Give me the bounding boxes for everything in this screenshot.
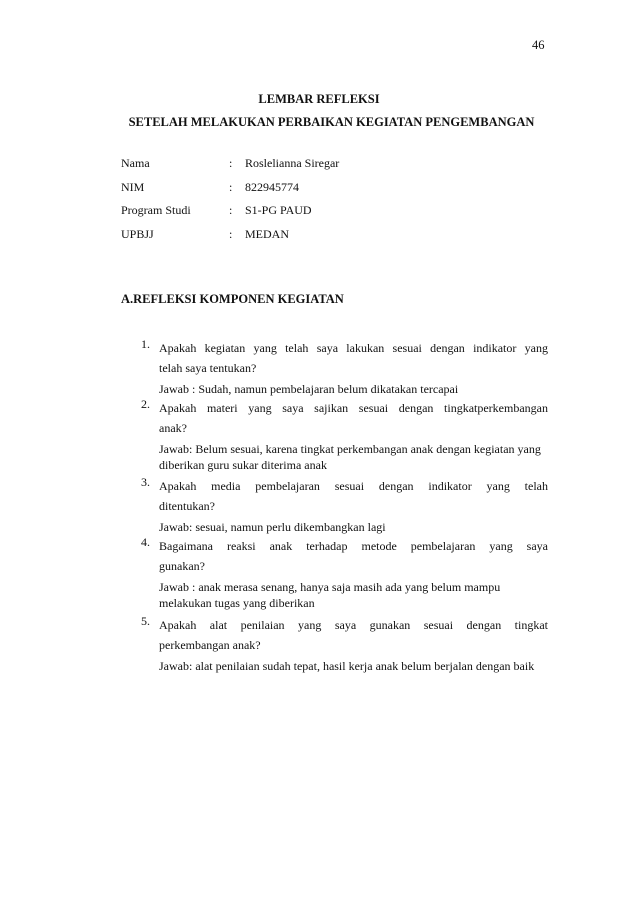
answer-text: Jawab : anak merasa senang, hanya saja masih ada yang belum mampu melakukan tugas yang diberikan [159,580,501,610]
section-heading: A.REFLEKSI KOMPONEN KEGIATAN [121,292,344,306]
question-number: 3. [141,475,150,489]
answer-text: Jawab: Belum sesuai, karena tingkat perkembangan anak dengan kegiatan yang diberikan guru sukar diterima anak [159,442,541,472]
info-separator: : [229,156,233,170]
info-label: Nama [121,156,150,170]
answer-text: Jawab: sesuai, namun perlu dikembangkan lagi [159,520,386,534]
question-number: 2. [141,397,150,411]
question-text-continued: perkembangan anak? [159,638,261,652]
info-separator: : [229,180,233,194]
question-text: Apakah materi yang saya sajikan sesuai dengan tingkatperkembangan [159,401,548,415]
page-number: 46 [532,38,545,52]
question-number: 1. [141,337,150,351]
question-text-continued: gunakan? [159,559,205,573]
question-text-continued: ditentukan? [159,499,215,513]
question-text: Apakah media pembelajaran sesuai dengan indikator yang telah [159,479,548,493]
question-text-continued: telah saya tentukan? [159,361,257,375]
question-number: 5. [141,614,150,628]
question-text: Apakah alat penilaian yang saya gunakan sesuai dengan tingkat [159,618,548,632]
info-value: MEDAN [245,227,289,241]
info-label: Program Studi [121,203,191,217]
info-label: NIM [121,180,145,194]
answer-text: Jawab : Sudah, namun pembelajaran belum dikatakan tercapai [159,382,459,396]
info-value: Roslelianna Siregar [245,156,340,170]
document-title: LEMBAR REFLEKSI [258,92,380,106]
question-number: 4. [141,535,150,549]
question-text: Apakah kegiatan yang telah saya lakukan sesuai dengan indikator yang [159,341,548,355]
info-value: S1-PG PAUD [245,203,312,217]
info-separator: : [229,203,233,217]
question-text-continued: anak? [159,421,187,435]
document-subtitle: SETELAH MELAKUKAN PERBAIKAN KEGIATAN PENGEMBANGAN [128,115,535,129]
info-value: 822945774 [245,180,299,194]
answer-text: Jawab: alat penilaian sudah tepat, hasil kerja anak belum berjalan dengan baik [159,659,535,673]
question-text: Bagaimana reaksi anak terhadap metode pembelajaran yang saya [159,539,548,553]
info-separator: : [229,227,233,241]
info-label: UPBJJ [121,227,154,241]
